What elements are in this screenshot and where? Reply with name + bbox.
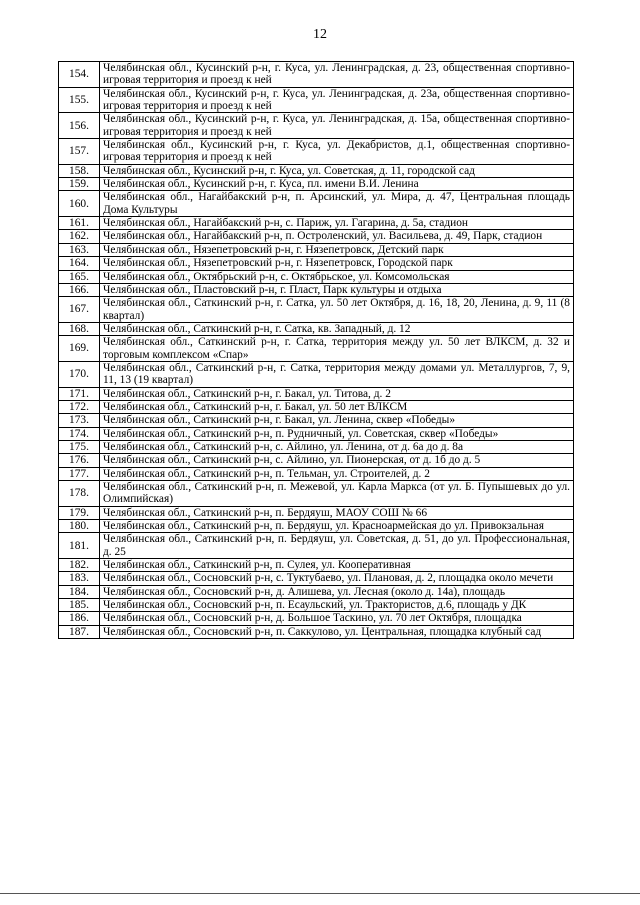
table-row [59,387,574,400]
row-number: 183. [59,572,100,585]
row-number: 176. [59,454,100,467]
row-address: Челябинская обл., Саткинский р-н, г. Сатка, кв. Западный, д. 12 [100,322,574,335]
row-number: 156. [59,113,100,139]
table-row [59,283,574,296]
table-row [59,506,574,519]
row-number: 182. [59,559,100,572]
table-row [59,559,574,572]
table-row [59,400,574,413]
row-address: Челябинская обл., Саткинский р-н, п. Бердяуш, ул. Красноармейская до ул. Привокзальная [100,520,574,533]
row-address: Челябинская обл., Сосновский р-н, д. Большое Таскино, ул. 70 лет Октября, площадка [100,612,574,625]
row-number: 177. [59,467,100,480]
row-number: 184. [59,585,100,598]
row-number: 167. [59,297,100,323]
row-address: Челябинская обл., Саткинский р-н, п. Рудничный, ул. Советская, сквер «Победы» [100,427,574,440]
table-row [59,243,574,256]
row-number: 165. [59,270,100,283]
row-number: 161. [59,217,100,230]
table-row [59,164,574,177]
table-row [59,612,574,625]
page-bottom-divider [0,893,640,894]
table-row [59,599,574,612]
table-row [59,230,574,243]
row-address: Челябинская обл., Кусинский р-н, г. Куса, ул. Ленинградская, д. 15а, общественная спортивно-игровая территория и проезд к ней [100,113,574,139]
row-address: Челябинская обл., Нагайбакский р-н, с. Париж, ул. Гагарина, д. 5а, стадион [100,217,574,230]
row-number: 181. [59,533,100,559]
row-address: Челябинская обл., Кусинский р-н, г. Куса, ул. Ленинградская, д. 23а, общественная спортивно-игровая территория и проезд к ней [100,87,574,113]
row-address: Челябинская обл., Саткинский р-н, г. Бакал, ул. Ленина, сквер «Победы» [100,414,574,427]
row-address: Челябинская обл., Кусинский р-н, г. Куса, ул. Ленинградская, д. 23, общественная спортивно-игровая территория и проезд к ней [100,62,574,88]
table-row [59,191,574,217]
table-row [59,467,574,480]
table-row [59,217,574,230]
table-row [59,139,574,165]
table-row [59,440,574,453]
row-address: Челябинская обл., Сосновский р-н, п. Саккулово, ул. Центральная, площадка клубный сад [100,625,574,638]
row-number: 169. [59,336,100,362]
row-address: Челябинская обл., Нязепетровский р-н, г. Нязепетровск, Детский парк [100,243,574,256]
row-number: 174. [59,427,100,440]
table-row [59,297,574,323]
table-row [59,625,574,638]
addresses-table [58,61,574,639]
row-number: 179. [59,506,100,519]
table-row [59,113,574,139]
row-number: 158. [59,164,100,177]
row-number: 159. [59,178,100,191]
table-row [59,572,574,585]
row-number: 170. [59,361,100,387]
table-row [59,270,574,283]
table-row [59,533,574,559]
row-number: 164. [59,257,100,270]
row-number: 187. [59,625,100,638]
row-address: Челябинская обл., Пластовский р-н, г. Пласт, Парк культуры и отдыха [100,283,574,296]
row-number: 160. [59,191,100,217]
page-number: 12 [313,27,327,42]
row-number: 175. [59,440,100,453]
row-address: Челябинская обл., Нязепетровский р-н, г. Нязепетровск, Городской парк [100,257,574,270]
row-number: 180. [59,520,100,533]
row-address: Челябинская обл., Саткинский р-н, с. Айлино, ул. Пионерская, от д. 1б до д. 5 [100,454,574,467]
row-address: Челябинская обл., Саткинский р-н, п. Межевой, ул. Карла Маркса (от ул. Б. Пупышевых до ул. Олимпийская) [100,481,574,507]
row-address: Челябинская обл., Кусинский р-н, г. Куса, ул. Декабристов, д.1, общественная спортивно-игровая территория и проезд к ней [100,139,574,165]
table-row [59,454,574,467]
row-address: Челябинская обл., Кусинский р-н, г. Куса, ул. Советская, д. 11, городской сад [100,164,574,177]
row-address: Челябинская обл., Октябрьский р-н, с. Октябрьское, ул. Комсомольская [100,270,574,283]
row-address: Челябинская обл., Саткинский р-н, п. Тельман, ул. Строителей, д. 2 [100,467,574,480]
table-row [59,361,574,387]
row-number: 172. [59,400,100,413]
row-address: Челябинская обл., Саткинский р-н, г. Бакал, ул. Титова, д. 2 [100,387,574,400]
row-address: Челябинская обл., Кусинский р-н, г. Куса, пл. имени В.И. Ленина [100,178,574,191]
table-row [59,585,574,598]
row-number: 171. [59,387,100,400]
addresses-table-body [59,62,574,639]
row-address: Челябинская обл., Саткинский р-н, п. Бердяуш, МАОУ СОШ № 66 [100,506,574,519]
row-address: Челябинская обл., Сосновский р-н, с. Туктубаево, ул. Плановая, д. 2, площадка около мечети [100,572,574,585]
row-address: Челябинская обл., Саткинский р-н, п. Бердяуш, ул. Советская, д. 51, до ул. Профессиональная, д. 25 [100,533,574,559]
table-row [59,178,574,191]
table-row [59,520,574,533]
table-row [59,427,574,440]
row-address: Челябинская обл., Саткинский р-н, г. Сатка, территория между домами ул. Металлургов, 7, 9, 11, 13 (19 квартал) [100,361,574,387]
row-number: 186. [59,612,100,625]
row-number: 154. [59,62,100,88]
row-number: 166. [59,283,100,296]
table-row [59,336,574,362]
row-number: 162. [59,230,100,243]
row-number: 163. [59,243,100,256]
row-address: Челябинская обл., Саткинский р-н, г. Сатка, территория между ул. 50 лет ВЛКСМ, д. 32 и торговым комплексом «Спар» [100,336,574,362]
table-row [59,414,574,427]
table-row [59,322,574,335]
row-address: Челябинская обл., Сосновский р-н, д. Алишева, ул. Лесная (около д. 14а), площадь [100,585,574,598]
table-row [59,62,574,88]
table-row [59,481,574,507]
row-address: Челябинская обл., Саткинский р-н, г. Сатка, ул. 50 лет Октября, д. 16, 18, 20, Ленина, д. 9, 11 (8 квартал) [100,297,574,323]
row-number: 157. [59,139,100,165]
row-number: 168. [59,322,100,335]
row-address: Челябинская обл., Саткинский р-н, г. Бакал, ул. 50 лет ВЛКСМ [100,400,574,413]
row-address: Челябинская обл., Нагайбакский р-н, п. Арсинский, ул. Мира, д. 47, Центральная площадь Дома Культуры [100,191,574,217]
row-address: Челябинская обл., Сосновский р-н, п. Есаульский, ул. Трактористов, д.6, площадь у ДК [100,599,574,612]
row-address: Челябинская обл., Саткинский р-н, п. Сулея, ул. Кооперативная [100,559,574,572]
row-number: 173. [59,414,100,427]
row-number: 185. [59,599,100,612]
row-address: Челябинская обл., Саткинский р-н, с. Айлино, ул. Ленина, от д. 6а до д. 8а [100,440,574,453]
table-row [59,257,574,270]
row-address: Челябинская обл., Нагайбакский р-н, п. Остроленский, ул. Васильева, д. 49, Парк, стадион [100,230,574,243]
table-row [59,87,574,113]
row-number: 155. [59,87,100,113]
row-number: 178. [59,481,100,507]
